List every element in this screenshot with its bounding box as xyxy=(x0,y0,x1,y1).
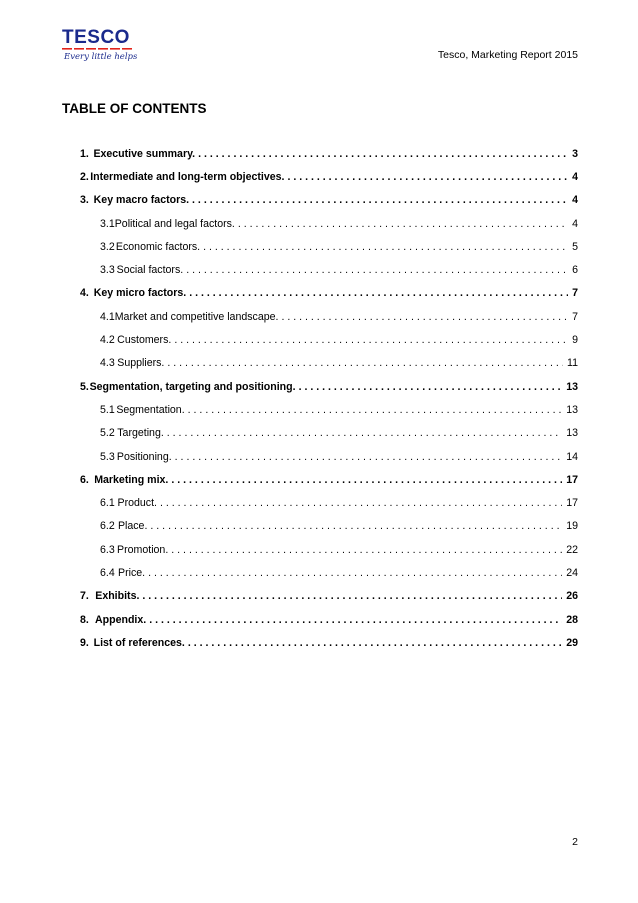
toc-entry-number: 8. xyxy=(80,613,89,626)
toc-entry-number: 4.2 xyxy=(100,334,115,347)
toc-entry-page: 4 xyxy=(572,217,578,230)
toc-entry-number: 3.2 xyxy=(100,240,115,253)
report-title: Tesco, Marketing Report 2015 xyxy=(437,49,578,61)
toc-leader-dots xyxy=(167,357,563,369)
toc-leader-dots xyxy=(192,194,568,206)
toc-entry-number: 3.3 xyxy=(100,264,115,277)
toc-leader-dots xyxy=(171,544,562,556)
toc-leader-dots xyxy=(287,171,568,183)
toc-leader-dots xyxy=(281,311,568,323)
toc-leader-dots xyxy=(150,520,562,532)
toc-entry-number: 5.3 xyxy=(100,450,115,463)
toc-entry-page: 13 xyxy=(566,403,578,416)
toc-subentry[interactable] xyxy=(80,538,578,561)
toc-entry-page: 13 xyxy=(566,427,578,440)
toc-entry[interactable] xyxy=(80,165,578,188)
toc-entry-number: 4.3 xyxy=(100,357,115,370)
toc-entry-number: 6.3 xyxy=(100,543,115,556)
toc-entry-number: 4. xyxy=(80,287,89,300)
toc-entry-label: Segmentation, targeting and positioning. xyxy=(89,380,296,393)
toc-entry[interactable] xyxy=(80,608,578,631)
toc-leader-dots xyxy=(175,451,563,463)
toc-entry-label: Exhibits. xyxy=(95,590,140,603)
toc-entry-number: 9. xyxy=(80,636,89,649)
toc-entry[interactable] xyxy=(80,375,578,398)
toc-entry-label: Key micro factors. xyxy=(93,287,187,300)
logo-tagline: Every little helps xyxy=(64,52,138,62)
toc-leader-dots xyxy=(198,148,568,160)
toc-entry-page: 4 xyxy=(572,194,578,207)
toc-entry[interactable] xyxy=(80,189,578,212)
toc-entry-number: 6.4 xyxy=(100,566,115,579)
toc-leader-dots xyxy=(148,567,562,579)
toc-entry-number: 1. xyxy=(80,147,89,160)
toc-entry-label: Appendix. xyxy=(95,613,147,626)
logo-brand-text: TESCO xyxy=(62,27,130,48)
toc-entry-number: 7. xyxy=(80,590,89,603)
toc-entry-page: 17 xyxy=(566,497,578,510)
toc-entry-label: Intermediate and long-term objectives. xyxy=(90,170,285,183)
toc-entry[interactable] xyxy=(80,282,578,305)
toc-entry-number: 2. xyxy=(80,170,89,183)
toc-entry-label: Promotion. xyxy=(117,543,169,556)
toc-entry-page: 5 xyxy=(572,240,578,253)
toc-entry-label: Social factors. xyxy=(116,264,184,277)
toc-leader-dots xyxy=(142,590,562,602)
toc-subentry[interactable] xyxy=(80,561,578,584)
toc-entry-label: List of references. xyxy=(93,636,185,649)
toc-entry-page: 4 xyxy=(572,170,578,183)
toc-subentry[interactable] xyxy=(80,352,578,375)
toc-entry-number: 5. xyxy=(80,380,89,393)
toc-entry-page: 17 xyxy=(566,473,578,486)
toc-entry-page: 13 xyxy=(566,380,578,393)
toc-leader-dots xyxy=(188,404,563,416)
toc-entry-label: Segmentation. xyxy=(116,403,185,416)
toc-entry-label: Product. xyxy=(117,497,157,510)
toc-leader-dots xyxy=(160,497,562,509)
toc-entry[interactable] xyxy=(80,142,578,165)
toc-entry-label: Executive summary. xyxy=(93,147,196,160)
toc-subentry[interactable] xyxy=(80,422,578,445)
toc-entry-label: Market and competitive landscape. xyxy=(114,310,279,323)
toc-entry-label: Price. xyxy=(118,566,146,579)
toc-entry-page: 11 xyxy=(567,357,578,370)
toc-entry-page: 7 xyxy=(572,310,578,323)
toc-entry-page: 19 xyxy=(566,520,578,533)
toc-entry-page: 28 xyxy=(566,613,578,626)
toc-subentry[interactable] xyxy=(80,305,578,328)
toc-entry-label: Place. xyxy=(117,520,148,533)
toc-subentry[interactable] xyxy=(80,445,578,468)
toc-leader-dots xyxy=(203,241,568,253)
toc-entry-label: Suppliers. xyxy=(117,357,165,370)
toc-subentry[interactable] xyxy=(80,491,578,514)
page-number: 2 xyxy=(572,836,578,848)
toc-leader-dots xyxy=(299,381,563,393)
toc-entry-label: Positioning. xyxy=(116,450,172,463)
toc-entry[interactable] xyxy=(80,585,578,608)
toc-heading: TABLE OF CONTENTS xyxy=(62,101,207,116)
toc-entry-number: 3.1 xyxy=(100,217,115,230)
toc-entry-page: 7 xyxy=(572,287,578,300)
toc-leader-dots xyxy=(149,614,562,626)
toc-entry-label: Economic factors. xyxy=(115,240,201,253)
toc-leader-dots xyxy=(174,334,568,346)
toc-subentry[interactable] xyxy=(80,212,578,235)
toc-entry-number: 5.2 xyxy=(100,427,115,440)
table-of-contents xyxy=(80,142,578,655)
tesco-logo xyxy=(62,28,142,64)
toc-entry-page: 26 xyxy=(566,590,578,603)
toc-entry[interactable] xyxy=(80,468,578,491)
toc-entry-page: 24 xyxy=(566,566,578,579)
toc-leader-dots xyxy=(238,218,568,230)
toc-entry-number: 6.1 xyxy=(100,497,115,510)
toc-entry-label: Key macro factors. xyxy=(93,194,190,207)
toc-leader-dots xyxy=(189,287,568,299)
toc-entry-number: 5.1 xyxy=(100,403,115,416)
toc-entry-label: Targeting. xyxy=(117,427,164,440)
toc-entry-page: 3 xyxy=(572,147,578,160)
toc-subentry[interactable] xyxy=(80,328,578,351)
toc-leader-dots xyxy=(171,474,562,486)
toc-subentry[interactable] xyxy=(80,515,578,538)
toc-subentry[interactable] xyxy=(80,398,578,421)
toc-entry[interactable] xyxy=(80,631,578,654)
toc-entry-page: 22 xyxy=(566,543,578,556)
toc-subentry[interactable] xyxy=(80,258,578,281)
toc-entry-number: 6. xyxy=(80,473,89,486)
toc-entry-number: 4.1 xyxy=(100,310,115,323)
toc-leader-dots xyxy=(186,264,568,276)
toc-entry-number: 6.2 xyxy=(100,520,115,533)
toc-entry-number: 3. xyxy=(80,194,89,207)
toc-entry-page: 14 xyxy=(566,450,578,463)
toc-subentry[interactable] xyxy=(80,235,578,258)
toc-entry-label: Political and legal factors. xyxy=(114,217,235,230)
toc-entry-label: Customers. xyxy=(117,334,172,347)
toc-leader-dots xyxy=(188,637,562,649)
toc-leader-dots xyxy=(167,427,562,439)
toc-entry-page: 9 xyxy=(572,334,578,347)
toc-entry-page: 6 xyxy=(572,264,578,277)
toc-entry-page: 29 xyxy=(566,636,578,649)
toc-entry-label: Marketing mix. xyxy=(94,473,169,486)
